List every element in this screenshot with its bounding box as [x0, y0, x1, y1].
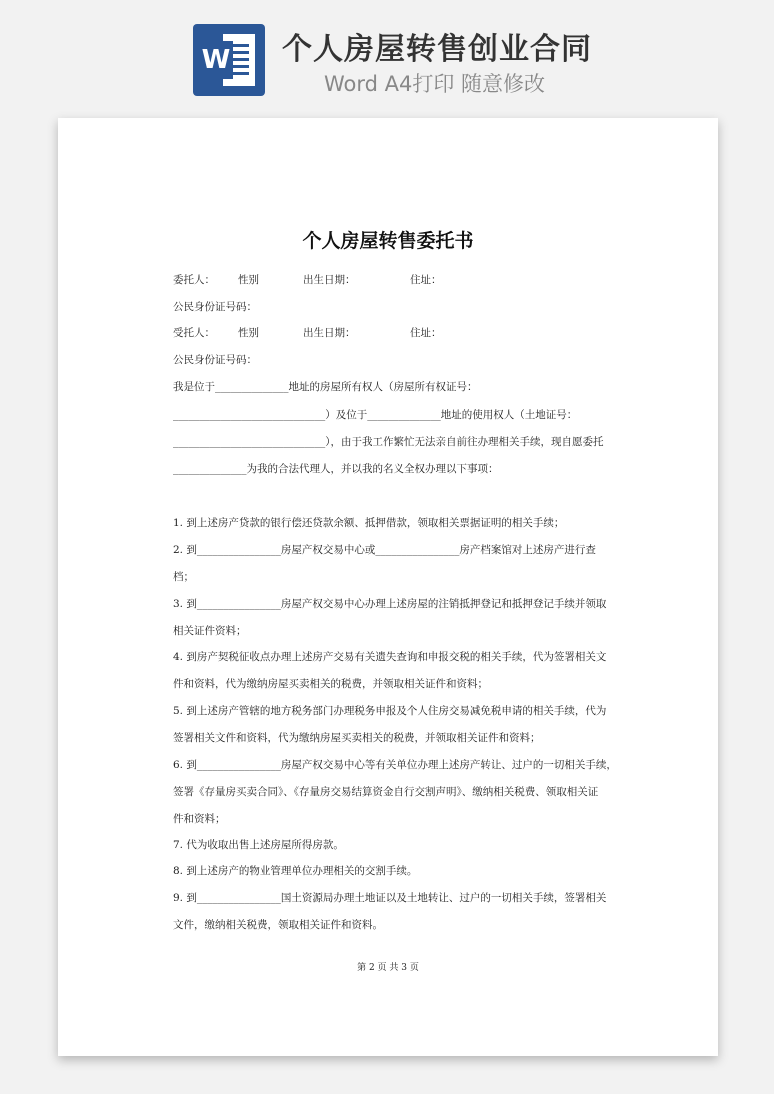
- item-line: 6. 到________________房屋产权交易中心等有关单位办理上述房产转让、过户的一切相关手续，: [173, 759, 617, 771]
- item-line: 3. 到________________房屋产权交易中心办理上述房屋的注销抵押登记和抵押登记手续并领取: [173, 598, 607, 610]
- item-line: 签署《存量房买卖合同》、《存量房交易结算资金自行交割声明》、缴纳相关税费、领取相关证: [173, 786, 599, 798]
- agent-label: 受托人：: [173, 327, 215, 339]
- agent-birth-label: 出生日期：: [303, 327, 356, 339]
- item-line: 9. 到________________国土资源局办理土地证以及土地转让、过户的一切相关手续，签署相关: [173, 892, 607, 904]
- item-line: 8. 到上述房产的物业管理单位办理相关的交割手续。: [173, 865, 418, 877]
- header: [0, 0, 774, 118]
- item-line: 7. 代为收取出售上述房屋所得房款。: [173, 839, 344, 851]
- agent-gender-label: 性别: [238, 327, 259, 339]
- principal-label: 委托人：: [173, 274, 215, 286]
- document-title: 个人房屋转售委托书: [302, 230, 474, 252]
- principal-birth-label: 出生日期：: [303, 274, 356, 286]
- principal-id-label: 公民身份证号码：: [173, 301, 257, 313]
- page-subtitle: Word A4打印 随意修改: [324, 72, 546, 96]
- item-line: 件和资料，代为缴纳房屋买卖相关的税费，并领取相关证件和资料；: [173, 678, 488, 690]
- item-line: 相关证件资料；: [173, 625, 247, 637]
- principal-address-label: 住址：: [410, 274, 442, 286]
- intro-line: _____________________________），由于我工作繁忙无法亲自前往办理相关手续，现自愿委托: [173, 436, 604, 448]
- item-line: 件和资料；: [173, 813, 226, 825]
- agent-address-label: 住址：: [410, 327, 442, 339]
- intro-line: ______________为我的合法代理人，并以我的名义全权办理以下事项：: [173, 463, 499, 475]
- page-title: 个人房屋转售创业合同: [282, 32, 592, 67]
- item-line: 签署相关文件和资料，代为缴纳房屋买卖相关的税费，并领取相关证件和资料；: [173, 732, 541, 744]
- item-line: 2. 到________________房屋产权交易中心或________________房产档案馆对上述房产进行查: [173, 544, 596, 556]
- item-line: 4. 到房产契税征收点办理上述房产交易有关遗失查询和申报交税的相关手续，代为签署相关文: [173, 651, 607, 663]
- agent-id-label: 公民身份证号码：: [173, 354, 257, 366]
- word-document-icon: [193, 24, 265, 96]
- intro-line: _____________________________）及位于______________地址的使用权人（土地证号：: [173, 409, 578, 421]
- word-letter-icon: W: [199, 41, 233, 79]
- principal-gender-label: 性别: [238, 274, 259, 286]
- item-line: 文件，缴纳相关税费，领取相关证件和资料。: [173, 919, 383, 931]
- item-line: 档；: [173, 571, 194, 583]
- intro-line: 我是位于______________地址的房屋所有权人（房屋所有权证号：: [173, 381, 478, 393]
- document-page: [58, 118, 718, 1056]
- page-number-footer: 第 2 页 共 3 页: [357, 963, 419, 973]
- item-line: 5. 到上述房产管辖的地方税务部门办理税务申报及个人住房交易减免税申请的相关手续，代为: [173, 705, 607, 717]
- item-line: 1. 到上述房产贷款的银行偿还贷款余额、抵押借款，领取相关票据证明的相关手续；: [173, 517, 565, 529]
